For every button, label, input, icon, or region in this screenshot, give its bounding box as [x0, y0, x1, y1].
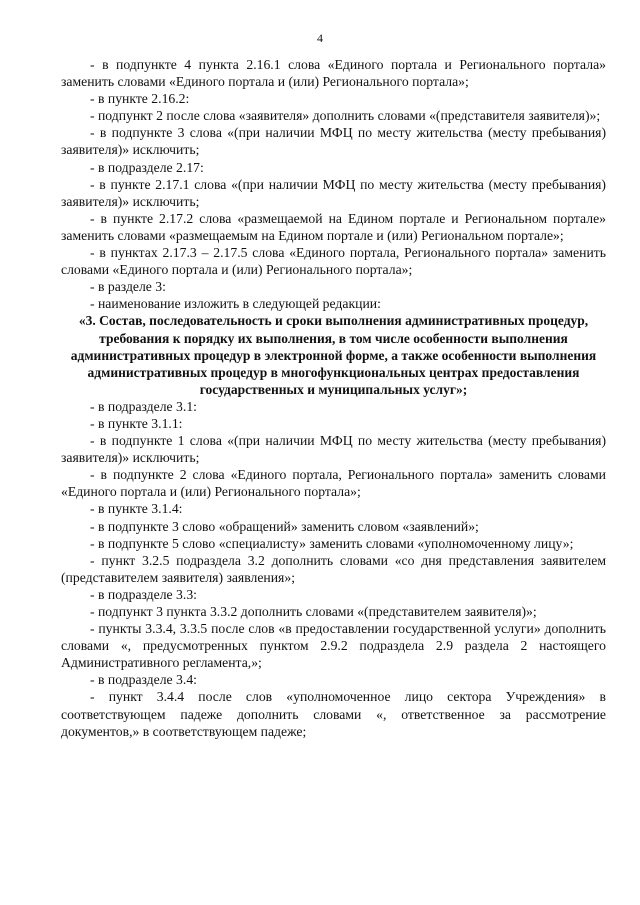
paragraph: - в пункте 2.17.2 слова «размещаемой на Едином портале и Региональном портале» заменить словами «размещаемым на Едином портале и (или) Региональном портале»;: [61, 210, 606, 243]
paragraph: - в пункте 2.17.1 слова «(при наличии МФЦ по месту жительства (месту пребывания) заявителя)» исключить;: [61, 176, 606, 209]
paragraph: - наименование изложить в следующей редакции:: [90, 296, 381, 312]
paragraph: - в подразделе 3.1:: [90, 398, 197, 414]
paragraph: - в подразделе 2.17:: [90, 159, 204, 175]
paragraph: - в пункте 2.16.2:: [90, 91, 190, 107]
document-body: [61, 56, 606, 740]
paragraph: - пункты 3.3.4, 3.3.5 после слов «в предоставлении государственной услуги» дополнить словами «, предусмотренных пунктом 2.9.2 подраздела 2.9 раздела 2 настоящего Административного регламента,»;: [61, 621, 606, 671]
paragraph: - в подпункте 3 слова «(при наличии МФЦ по месту жительства (месту пребывания) заявителя)» исключить;: [61, 125, 606, 158]
paragraph: - в разделе 3:: [90, 279, 166, 295]
paragraph: - в подпункте 5 слово «специалисту» заменить словами «уполномоченному лицу»;: [90, 535, 574, 551]
paragraph: - пункт 3.2.5 подраздела 3.2 дополнить словами «со дня представления заявителем (представителем заявителя) заявления»;: [61, 552, 606, 585]
paragraph: - в пункте 3.1.1:: [90, 415, 183, 431]
paragraph: - в пунктах 2.17.3 – 2.17.5 слова «Единого портала, Регионального портала» заменить словами «Единого портала и (или) Регионального портала»;: [61, 245, 606, 278]
paragraph: - в пункте 3.1.4:: [90, 501, 183, 517]
paragraph: - в подразделе 3.3:: [90, 586, 197, 602]
paragraph: - в подпункте 3 слово «обращений» заменить словом «заявлений»;: [90, 518, 479, 534]
paragraph: - подпункт 3 пункта 3.3.2 дополнить словами «(представителем заявителя)»;: [90, 604, 537, 619]
paragraph: - пункт 3.4.4 после слов «уполномоченное лицо сектора Учреждения» в соответствующем падеже дополнить словами «, ответственное за рассмотрение документов,» в соответствующем падеже;: [61, 689, 606, 739]
paragraph: - в подпункте 1 слова «(при наличии МФЦ по месту жительства (месту пребывания) заявителя)» исключить;: [61, 433, 606, 466]
page-number: 4: [317, 31, 323, 45]
paragraph: - подпункт 2 после слова «заявителя» дополнить словами «(представителя заявителя)»;: [90, 108, 601, 124]
paragraph: - в подразделе 3.4:: [90, 672, 197, 688]
paragraph: - в подпункте 2 слова «Единого портала, Регионального портала» заменить словами «Единого портала и (или) Регионального портала»;: [61, 467, 606, 500]
paragraph: - в подпункте 4 пункта 2.16.1 слова «Единого портала и Регионального портала» заменить словами «Единого портала и (или) Регионального портала»;: [61, 57, 606, 90]
section-heading: «3. Состав, последовательность и сроки выполнения административных процедур, требования к порядку их выполнения, в том числе особенности выполнения административных процедур в электронной форме, а также особенности выполнения административных процедур в многофункциональных центрах предоставления государственных и муниципальных услуг»;: [70, 313, 597, 397]
